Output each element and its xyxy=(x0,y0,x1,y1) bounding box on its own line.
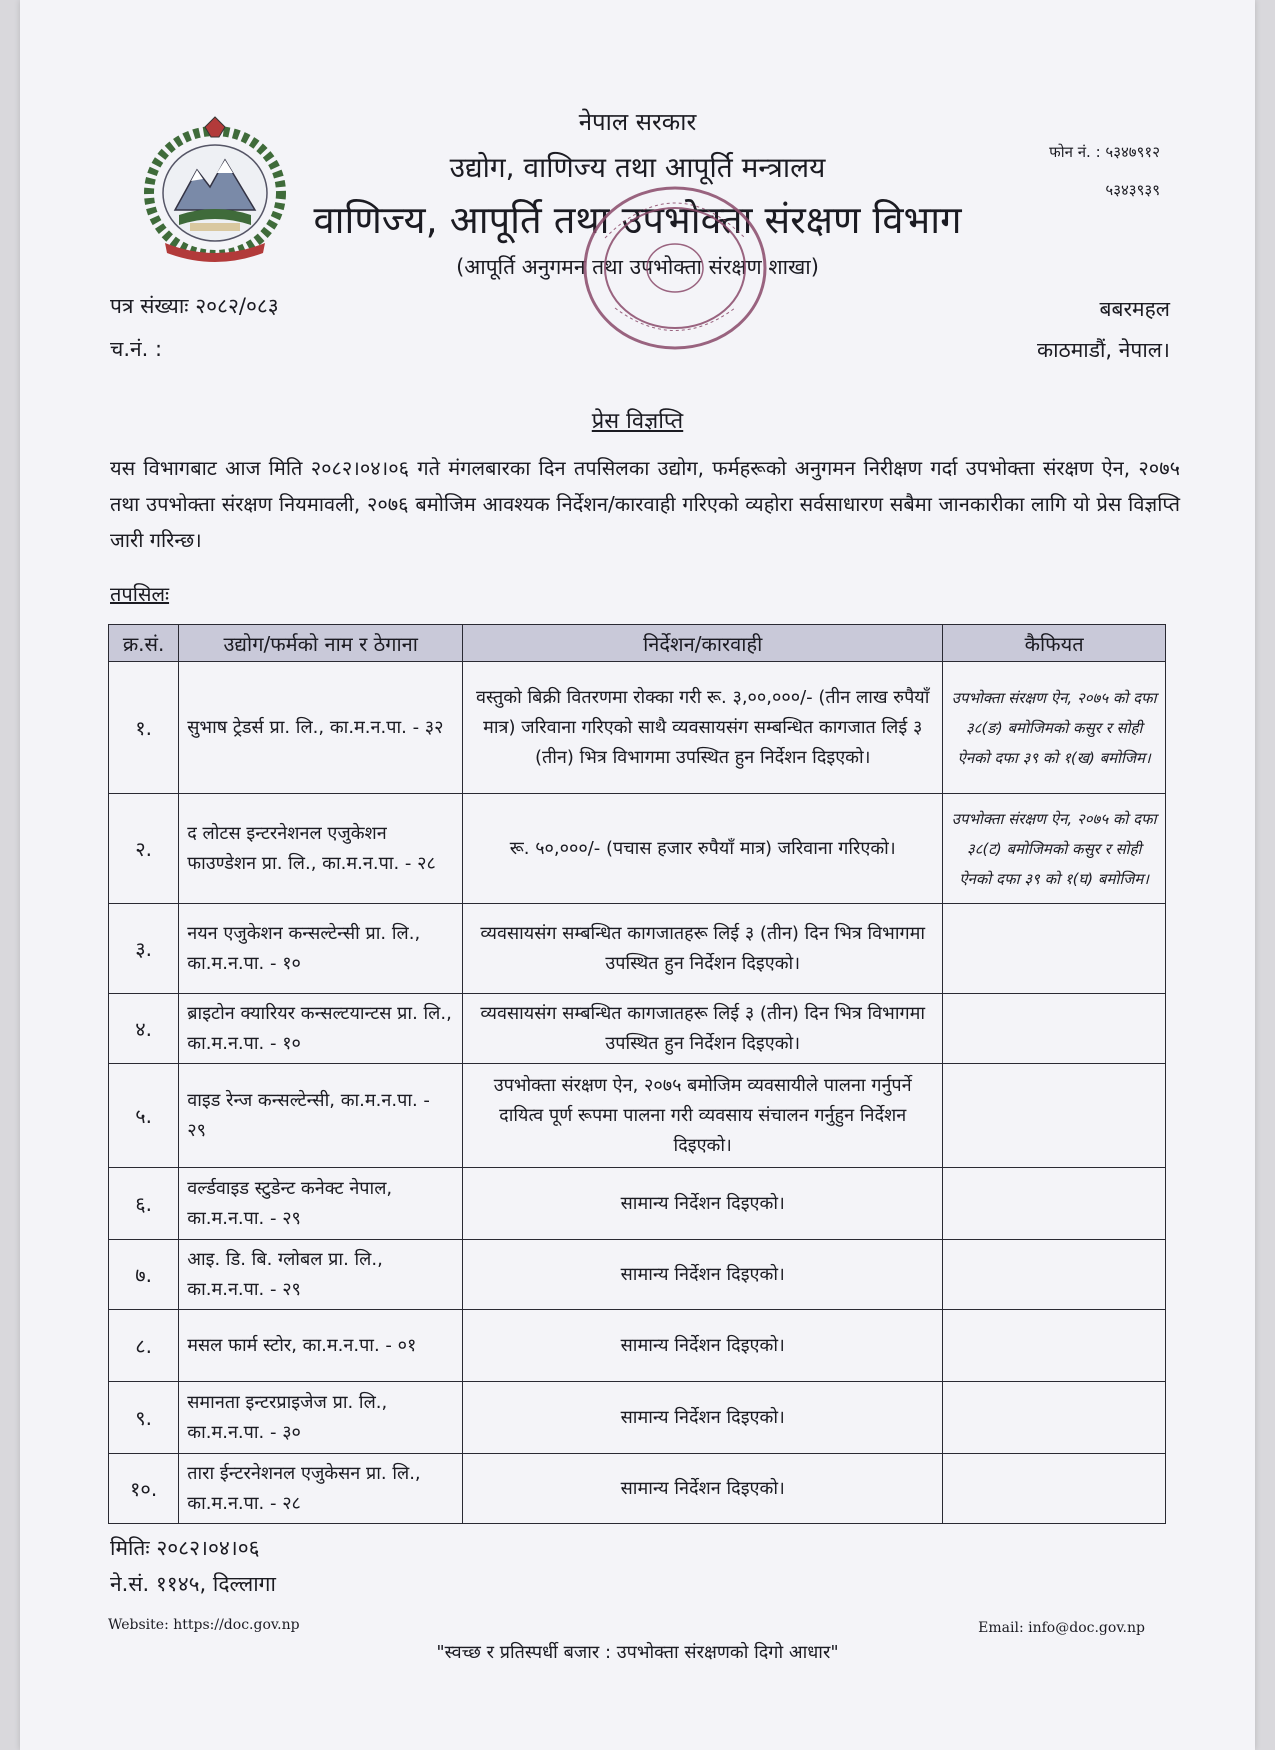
header-action: निर्देशन/कारवाही xyxy=(463,625,943,662)
row-serial: ७. xyxy=(109,1240,179,1310)
row-remark: उपभोक्ता संरक्षण ऐन, २०७५ को दफा ३८(ङ) बमोजिमको कसुर र सोही ऐनको दफा ३९ को १(ख) बमोजिम। xyxy=(943,662,1166,794)
slogan: "स्वच्छ र प्रतिस्पर्धी बजार : उपभोक्ता संरक्षणको दिगो आधार" xyxy=(436,1642,839,1663)
row-remark xyxy=(943,994,1166,1064)
header-firm: उद्योग/फर्मको नाम र ठेगाना xyxy=(179,625,463,662)
letter-number: पत्र संख्याः २०८२/०८३ xyxy=(110,294,279,318)
row-firm: द लोटस इन्टरनेशनल एजुकेशन फाउण्डेशन प्रा. लि., का.म.न.पा. - २८ xyxy=(179,794,463,904)
row-serial: ३. xyxy=(109,904,179,994)
row-remark xyxy=(943,1382,1166,1454)
nepal-sambat-date: ने.सं. ११४५, दिल्लागा xyxy=(110,1572,276,1596)
row-serial: ६. xyxy=(109,1168,179,1240)
row-firm: मसल फार्म स्टोर, का.म.न.पा. - ०१ xyxy=(179,1310,463,1382)
table-header-row xyxy=(109,625,1166,662)
row-action: व्यवसायसंग सम्बन्धित कागजातहरू लिई ३ (तीन) दिन भित्र विभागमा उपस्थित हुन निर्देशन दिइएको। xyxy=(463,904,943,994)
row-serial: ४. xyxy=(109,994,179,1064)
table-row xyxy=(109,1168,1166,1240)
location-line-1: बबरमहल xyxy=(1099,297,1170,321)
details-label: तपसिलः xyxy=(110,582,170,606)
row-serial: १०. xyxy=(109,1454,179,1524)
website-link[interactable]: Website: https://doc.gov.np xyxy=(108,1617,300,1633)
monitoring-table xyxy=(108,624,1166,1524)
row-firm: तारा ईन्टरनेशनल एजुकेसन प्रा. लि., का.म.न.पा. - २८ xyxy=(179,1454,463,1524)
table-row xyxy=(109,1454,1166,1524)
row-remark xyxy=(943,1064,1166,1168)
row-serial: ८. xyxy=(109,1310,179,1382)
department-name: वाणिज्य, आपूर्ति तथा उपभोक्ता संरक्षण विभाग xyxy=(313,198,962,242)
table-row xyxy=(109,994,1166,1064)
row-firm: वाइड रेन्ज कन्सल्टेन्सी, का.म.न.पा. - २९ xyxy=(179,1064,463,1168)
row-firm: ब्राइटोन क्यारियर कन्सल्टयान्टस प्रा. लि., का.म.न.पा. - १० xyxy=(179,994,463,1064)
row-firm: नयन एजुकेशन कन्सल्टेन्सी प्रा. लि., का.म.न.पा. - १० xyxy=(179,904,463,994)
row-remark xyxy=(943,1454,1166,1524)
row-action: उपभोक्ता संरक्षण ऐन, २०७५ बमोजिम व्यवसायीले पालना गर्नुपर्ने दायित्व पूर्ण रूपमा पालना गरी व्यवसाय संचालन गर्नुहुन निर्देशन दिइएको। xyxy=(463,1064,943,1168)
row-action: सामान्य निर्देशन दिइएको। xyxy=(463,1454,943,1524)
table-row xyxy=(109,1240,1166,1310)
row-action: सामान्य निर्देशन दिइएको। xyxy=(463,1310,943,1382)
row-action: सामान्य निर्देशन दिइएको। xyxy=(463,1382,943,1454)
row-action: व्यवसायसंग सम्बन्धित कागजातहरू लिई ३ (तीन) दिन भित्र विभागमा उपस्थित हुन निर्देशन दिइएको। xyxy=(463,994,943,1064)
row-remark xyxy=(943,1168,1166,1240)
ministry-name: उद्योग, वाणिज्य तथा आपूर्ति मन्त्रालय xyxy=(449,151,826,184)
table-row xyxy=(109,904,1166,994)
email-link[interactable]: Email: info@doc.gov.np xyxy=(978,1620,1145,1636)
document-page xyxy=(20,0,1255,1750)
issue-date: मितिः २०८२।०४।०६ xyxy=(110,1536,260,1560)
row-action: सामान्य निर्देशन दिइएको। xyxy=(463,1240,943,1310)
row-remark xyxy=(943,1240,1166,1310)
government-name: नेपाल सरकार xyxy=(578,108,697,136)
row-action: रू. ५०,०००/- (पचास हजार रुपैयाँ मात्र) जरिवाना गरिएको। xyxy=(463,794,943,904)
row-firm: समानता इन्टरप्राइजेज प्रा. लि., का.म.न.पा. - ३० xyxy=(179,1382,463,1454)
phone-number-1: फोन नं. : ५३४७९१२ xyxy=(1049,143,1160,161)
table-row xyxy=(109,1310,1166,1382)
dispatch-number: च.नं. : xyxy=(110,337,163,361)
row-serial: २. xyxy=(109,794,179,904)
table-row xyxy=(109,794,1166,904)
row-firm: वर्ल्डवाइड स्टुडेन्ट कनेक्ट नेपाल, का.म.न.पा. - २९ xyxy=(179,1168,463,1240)
phone-number-2: ५३४३९३९ xyxy=(1105,181,1160,199)
location-line-2: काठमाडौं, नेपाल। xyxy=(1036,338,1170,362)
body-paragraph: यस विभागबाट आज मिति २०८२।०४।०६ गते मंगलबारका दिन तपसिलका उद्योग, फर्महरूको अनुगमन निरीक्षण गर्दा उपभोक्ता संरक्षण ऐन, २०७५ तथा उपभोक्ता संरक्षण नियमावली, २०७६ बमोजिम आवश्यक निर्देशन/कारवाही गरिएको व्यहोरा सर्वसाधारण सबैमा जानकारीका लागि यो प्रेस विज्ञप्ति जारी गरिन्छ। xyxy=(110,456,1180,552)
table-row xyxy=(109,1064,1166,1168)
row-serial: ९. xyxy=(109,1382,179,1454)
row-action: वस्तुको बिक्री वितरणमा रोक्का गरी रू. ३,००,०००/- (तीन लाख रुपैयाँ मात्र) जरिवाना गरिएको साथै व्यवसायसंग सम्बन्धित कागजात लिई ३ (तीन) भित्र विभागमा उपस्थित हुन निर्देशन दिइएको। xyxy=(463,662,943,794)
row-serial: १. xyxy=(109,662,179,794)
row-action: सामान्य निर्देशन दिइएको। xyxy=(463,1168,943,1240)
table-row xyxy=(109,662,1166,794)
row-remark xyxy=(943,904,1166,994)
header-remark: कैफियत xyxy=(943,625,1166,662)
section-name: (आपूर्ति अनुगमन तथा उपभोक्ता संरक्षण शाखा) xyxy=(456,255,819,279)
press-release-title: प्रेस विज्ञप्ति xyxy=(591,409,684,434)
header-serial: क्र.सं. xyxy=(109,625,179,662)
row-remark: उपभोक्ता संरक्षण ऐन, २०७५ को दफा ३८(ट) बमोजिमको कसुर र सोही ऐनको दफा ३९ को १(घ) बमोजिम। xyxy=(943,794,1166,904)
department-stamp-icon xyxy=(575,178,775,358)
row-firm: आइ. डि. बि. ग्लोबल प्रा. लि., का.म.न.पा. - २९ xyxy=(179,1240,463,1310)
row-remark xyxy=(943,1310,1166,1382)
row-serial: ५. xyxy=(109,1064,179,1168)
row-firm: सुभाष ट्रेडर्स प्रा. लि., का.म.न.पा. - ३२ xyxy=(179,662,463,794)
table-row xyxy=(109,1382,1166,1454)
